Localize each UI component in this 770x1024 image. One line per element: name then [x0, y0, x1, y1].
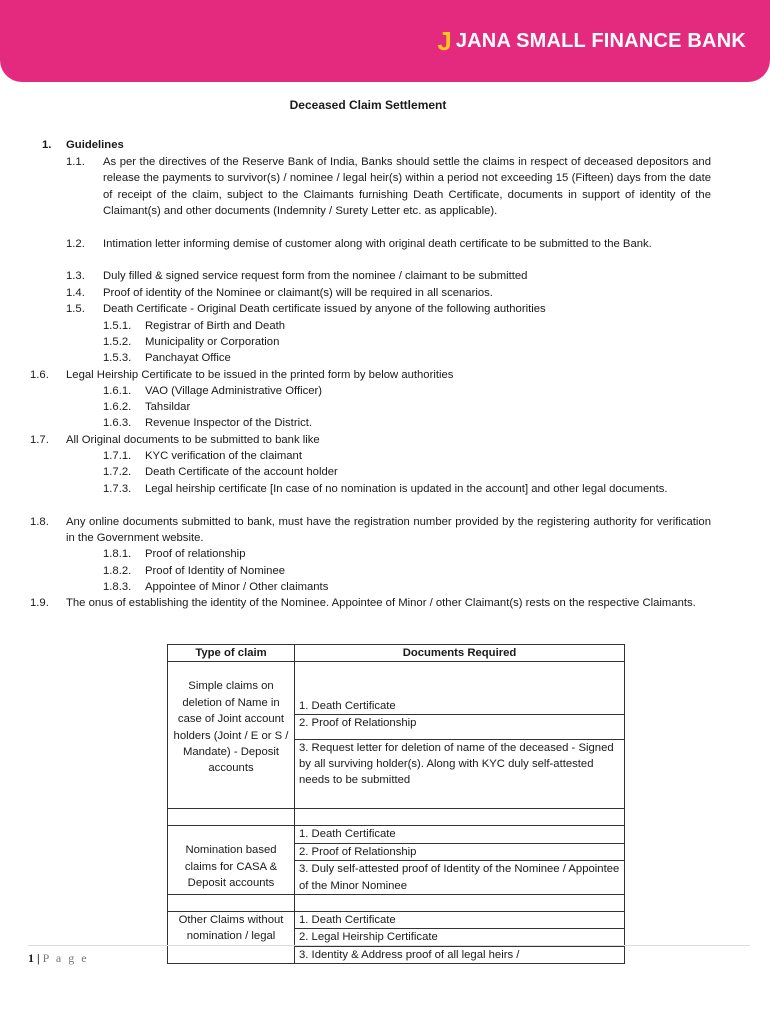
item-number: 1.9. — [30, 597, 49, 609]
empty-cell — [168, 809, 295, 826]
subitem-text: Registrar of Birth and Death — [145, 320, 286, 332]
bank-logo — [437, 28, 746, 54]
subitem-number: 1.7.2. — [103, 466, 132, 478]
table-row — [168, 809, 625, 826]
page-label: P a g e — [42, 951, 89, 965]
subitem-number: 1.8.1. — [103, 548, 132, 560]
section-number: 1. — [42, 139, 52, 151]
guideline-text: Intimation letter informing demise of customer along with original death certificate to be submitted to the Bank. — [103, 238, 652, 250]
item-number: 1.4. — [66, 287, 85, 299]
subitem-number: 1.5.1. — [103, 320, 132, 332]
subitem-number: 1.8.3. — [103, 581, 132, 593]
subitem-text: Municipality or Corporation — [145, 336, 280, 348]
guideline-text: The onus of establishing the identity of the Nominee. Appointee of Minor / other Claimant(s) rests on the respective Claimants. — [66, 597, 696, 609]
item-number: 1.3. — [66, 270, 85, 282]
document-cell: 1. Death Certificate — [295, 662, 625, 715]
subitem-number: 1.7.3. — [103, 483, 132, 495]
page-number: 1 — [28, 951, 34, 965]
document-cell: 3. Duly self-attested proof of Identity of the Nominee / Appointee of the Minor Nominee — [295, 861, 625, 895]
table-row — [168, 912, 625, 929]
document-cell: 2. Proof of Relationship — [295, 843, 625, 860]
footer-divider — [28, 945, 750, 946]
table-row — [168, 826, 625, 843]
subitem-text: KYC verification of the claimant — [145, 450, 302, 462]
item-number: 1.5. — [66, 303, 85, 315]
subitem-text: Legal heirship certificate [In case of no nomination is updated in the account] and other legal documents. — [145, 483, 668, 495]
claim-type-cell: Other Claims without nomination / legal — [168, 912, 295, 964]
guideline-text: All Original documents to be submitted to bank like — [66, 434, 320, 446]
document-cell: 1. Death Certificate — [295, 912, 625, 929]
subitem-text: Panchayat Office — [145, 352, 231, 364]
subitem-text: Tahsildar — [145, 401, 191, 413]
bank-logo-mark-icon: J — [437, 26, 452, 56]
empty-cell — [295, 809, 625, 826]
table-row — [168, 662, 625, 715]
claims-documents-table — [167, 644, 625, 964]
table-header-row — [168, 645, 625, 662]
item-number: 1.8. — [30, 516, 49, 528]
guideline-text: Legal Heirship Certificate to be issued in the printed form by below authorities — [66, 369, 454, 381]
subitem-number: 1.5.2. — [103, 336, 132, 348]
document-cell: 1. Death Certificate — [295, 826, 625, 843]
document-cell: 2. Legal Heirship Certificate — [295, 929, 625, 946]
subitem-text: Appointee of Minor / Other claimants — [145, 581, 329, 593]
subitem-text: Proof of relationship — [145, 548, 246, 560]
page-separator: | — [37, 951, 40, 965]
subitem-number: 1.6.1. — [103, 385, 132, 397]
subitem-number: 1.5.3. — [103, 352, 132, 364]
table-row — [168, 895, 625, 912]
empty-cell — [168, 895, 295, 912]
guideline-text: Duly filled & signed service request form from the nominee / claimant to be submitted — [103, 270, 528, 282]
subitem-text: Revenue Inspector of the District. — [145, 417, 313, 429]
document-cell: 3. Request letter for deletion of name of the deceased - Signed by all surviving holder(s). Along with KYC duly self-attested needs to be submitted — [295, 739, 625, 809]
document-title: Deceased Claim Settlement — [289, 98, 447, 112]
bank-header-banner — [0, 0, 770, 82]
subitem-text: Proof of Identity of Nominee — [145, 565, 286, 577]
subitem-text: Death Certificate of the account holder — [145, 466, 338, 478]
guideline-text: As per the directives of the Reserve Bank of India, Banks should settle the claims in respect of deceased depositors and release the payments to survivor(s) / nominee / legal heir(s) within a period not exceeding 15 (Fifteen) days from the date of receipt of the claim, subject to the Claimants furnishing Death Certificate, documents in support of identity of the Claimant(s) and other documents (Indemnity / Surety Letter etc. as applicable). — [103, 156, 711, 218]
document-cell: 2. Proof of Relationship — [295, 715, 625, 739]
subitem-text: VAO (Village Administrative Officer) — [145, 385, 323, 397]
guideline-text: Death Certificate - Original Death certificate issued by anyone of the following authorities — [103, 303, 546, 315]
subitem-number: 1.6.3. — [103, 417, 132, 429]
document-cell: 3. Identity & Address proof of all legal heirs / — [295, 946, 625, 963]
item-number: 1.2. — [66, 238, 85, 250]
table-header-documents-required: Documents Required — [295, 645, 625, 662]
empty-cell — [295, 895, 625, 912]
bank-name: JANA SMALL FINANCE BANK — [455, 29, 746, 52]
table-header-type-of-claim: Type of claim — [168, 645, 295, 662]
subitem-number: 1.8.2. — [103, 565, 132, 577]
subitem-number: 1.6.2. — [103, 401, 132, 413]
claim-type-cell: Simple claims on deletion of Name in case of Joint account holders (Joint / E or S / Mandate) - Deposit accounts — [168, 662, 295, 809]
page-footer — [28, 951, 89, 966]
item-number: 1.1. — [66, 156, 85, 168]
subitem-number: 1.7.1. — [103, 450, 132, 462]
guideline-text: Proof of identity of the Nominee or claimant(s) will be required in all scenarios. — [103, 287, 493, 299]
guideline-text: Any online documents submitted to bank, must have the registration number provided by the registering authority for verification in the Government website. — [66, 516, 711, 545]
item-number: 1.6. — [30, 369, 49, 381]
section-heading: Guidelines — [66, 139, 124, 151]
claim-type-cell: Nomination based claims for CASA & Deposit accounts — [168, 826, 295, 895]
item-number: 1.7. — [30, 434, 49, 446]
